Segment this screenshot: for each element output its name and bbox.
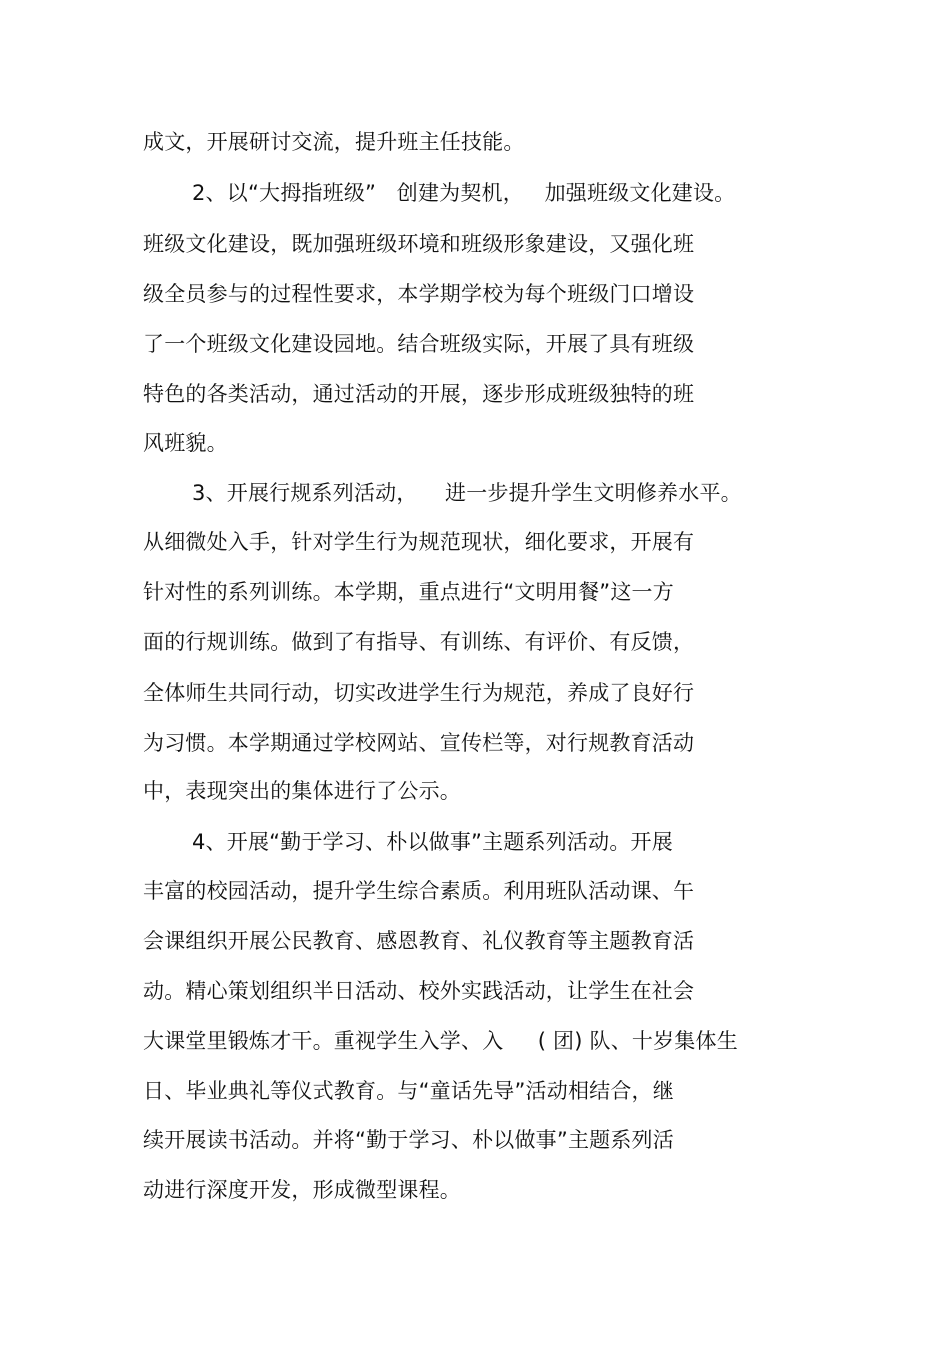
text-line: 面的行规训练。做到了有指导、有训练、有评价、有反馈， — [143, 630, 695, 654]
text-line: 特色的各类活动，通过活动的开展，逐步形成班级独特的班 — [143, 382, 695, 406]
text-line: 全体师生共同行动，切实改进学生行为规范，养成了良好行 — [143, 681, 695, 705]
text-line: 大课堂里锻炼才干。重视学生入学、入 ( 团) 队、十岁集体生 — [143, 1029, 738, 1053]
text-line: 从细微处入手，针对学生行为规范现状，细化要求，开展有 — [143, 530, 695, 554]
text-line: 中，表现突出的集体进行了公示。 — [143, 779, 461, 803]
paragraph-3-heading: 3、开展行规系列活动， 进一步提升学生文明修养水平。 — [192, 481, 742, 505]
text-line: 班级文化建设，既加强班级环境和班级形象建设，又强化班 — [143, 232, 695, 256]
text-line: 风班貌。 — [143, 431, 228, 455]
text-line: 会课组织开展公民教育、感恩教育、礼仪教育等主题教育活 — [143, 929, 695, 953]
text-line: 成文，开展研讨交流，提升班主任技能。 — [143, 130, 525, 154]
text-line: 日、毕业典礼等仪式教育。与“童话先导”活动相结合，继 — [143, 1079, 674, 1103]
paragraph-4-heading: 4、开展“勤于学习、朴以做事”主题系列活动。开展 — [192, 830, 673, 854]
text-line: 动。精心策划组织半日活动、校外实践活动，让学生在社会 — [143, 979, 695, 1003]
paragraph-2-heading: 2、以“大拇指班级” 创建为契机， 加强班级文化建设。 — [192, 181, 736, 205]
text-line: 级全员参与的过程性要求，本学期学校为每个班级门口增设 — [143, 282, 695, 306]
text-line: 为习惯。本学期通过学校网站、宣传栏等，对行规教育活动 — [143, 731, 695, 755]
text-line: 了一个班级文化建设园地。结合班级实际，开展了具有班级 — [143, 332, 695, 356]
text-line: 针对性的系列训练。本学期，重点进行“文明用餐”这一方 — [143, 580, 674, 604]
text-line: 续开展读书活动。并将“勤于学习、朴以做事”主题系列活 — [143, 1128, 674, 1152]
text-line: 动进行深度开发，形成微型课程。 — [143, 1178, 461, 1202]
text-line: 丰富的校园活动，提升学生综合素质。利用班队活动课、午 — [143, 879, 695, 903]
